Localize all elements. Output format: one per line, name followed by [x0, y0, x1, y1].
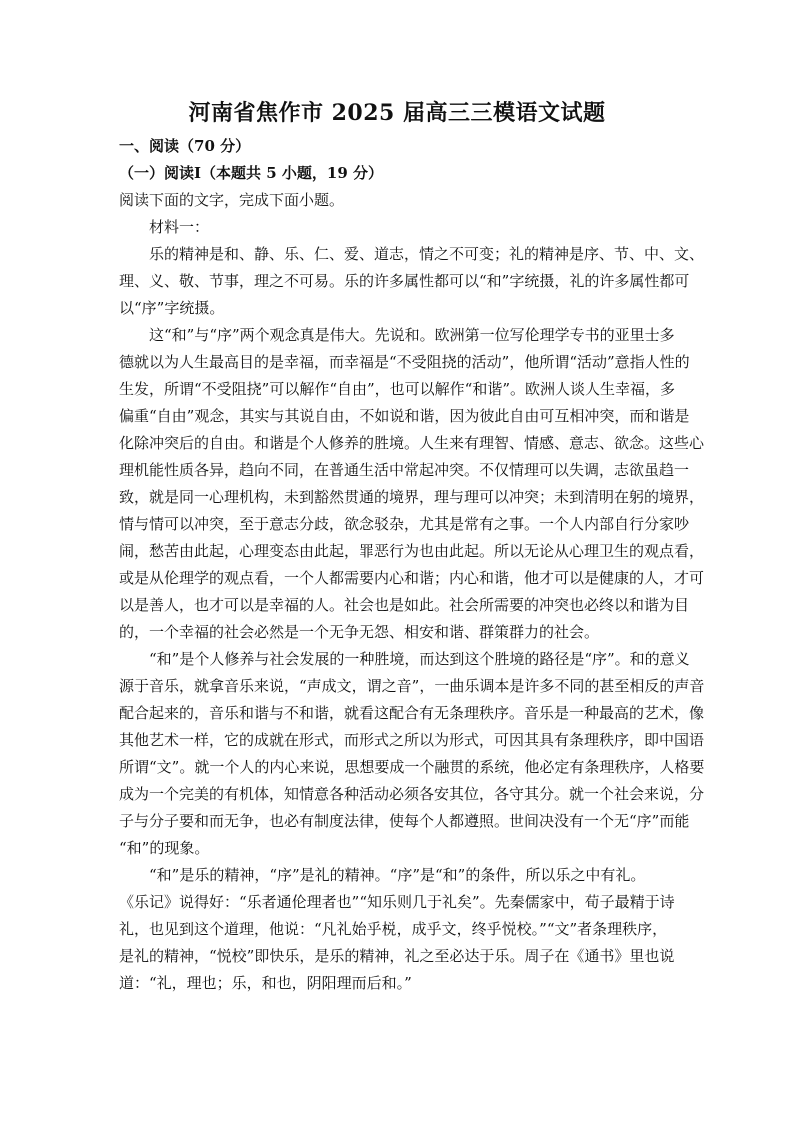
passage-line: 化除冲突后的自由。和谐是个人修养的胜境。人生来有理智、情感、意志、欲念。这些心 — [119, 434, 705, 452]
passage-line: 礼，也见到这个道理，他说：“凡礼始乎棁，成乎文，终乎悦校。”“文”者条理秩序， — [119, 920, 668, 938]
passage-line: 这“和”与“序”两个观念真是伟大。先说和。欧洲第一位写伦理学专书的亚里士多 — [119, 326, 675, 344]
passage-line: 其他艺术一样，它的成就在形式，而形式之所以为形式，可因其具有条理秩序，即中国语 — [119, 731, 705, 749]
document-title: 河南省焦作市 2025 届高三三模语文试题 — [188, 100, 606, 126]
passage-line: “和”的现象。 — [119, 839, 210, 857]
passage-line: 乐的精神是和、静、乐、仁、爱、道志，情之不可变；礼的精神是序、节、中、文、 — [119, 245, 705, 263]
passage-line: 所谓“文”。就一个人的内心来说，思想要成一个融贯的系统，他必定有条理秩序，人格要 — [119, 758, 705, 776]
passage-line: 的，一个幸福的社会必然是一个无争无怨、相安和谐、群策群力的社会。 — [119, 623, 600, 641]
passage-line: “和”是个人修养与社会发展的一种胜境，而达到这个胜境的路径是“序”。和的意义 — [119, 650, 690, 668]
passage-line: 以是善人，也才可以是幸福的人。社会也是如此。社会所需要的冲突也必终以和谐为目 — [119, 596, 690, 614]
passage-line: 《乐记》说得好：“乐者通伦理者也”“知乐则几于礼矣”。先秦儒家中，荀子最精于诗 — [119, 893, 675, 911]
passage-line: “和”是乐的精神，“序”是礼的精神。“序”是“和”的条件，所以乐之中有礼。 — [119, 866, 646, 884]
section-heading: 一、阅读（70 分） — [119, 137, 251, 155]
passage-line: 致，就是同一心理机构，未到豁然贯通的境界，理与理可以冲突；未到清明在躬的境界， — [119, 488, 705, 506]
passage-line: 或是从伦理学的观点看，一个人都需要内心和谐；内心和谐，他才可以是健康的人，才可 — [119, 569, 705, 587]
passage-line: 偏重“自由”观念，其实与其说自由，不如说和谐，因为彼此自由可互相冲突，而和谐是 — [119, 407, 690, 425]
passage-line: 子与分子要和而无争，也必有制度法律，使每个人都遵照。世间决没有一个无“序”而能 — [119, 812, 690, 830]
passage-line: 生发，所谓“不受阻挠”可以解作“自由”，也可以解作“和谐”。欧洲人谈人生幸福，多 — [119, 380, 676, 398]
subsection-heading: （一）阅读Ⅰ（本题共 5 小题，19 分） — [119, 164, 383, 182]
instruction-text: 阅读下面的文字，完成下面小题。 — [119, 191, 345, 209]
passage-line: 以“序”字统摄。 — [119, 299, 225, 317]
passage-line: 是礼的精神，“悦校”即快乐，是乐的精神，礼之至必达于乐。周子在《通书》里也说 — [119, 947, 675, 965]
passage-line: 德就以为人生最高目的是幸福，而幸福是“不受阻挠的活动”，他所谓“活动”意指人性的 — [119, 353, 690, 371]
passage-line: 理机能性质各异，趋向不同，在普通生活中常起冲突。不仅情理可以失调，志欲虽趋一 — [119, 461, 690, 479]
passage-line: 闹，愁苦由此起，心理变态由此起，罪恶行为也由此起。所以无论从心理卫生的观点看， — [119, 542, 705, 560]
passage-line: 道：“礼，理也；乐，和也，阴阳理而后和。” — [119, 974, 412, 992]
passage-line: 情与情可以冲突，至于意志分歧，欲念驳杂，尤其是常有之事。一个人内部自行分家吵 — [119, 515, 690, 533]
passage-line: 成为一个完美的有机体，知情意各种活动必须各安其位，各守其分。就一个社会来说，分 — [119, 785, 705, 803]
passage-line: 配合起来的，音乐和谐与不和谐，就看这配合有无条理秩序。音乐是一种最高的艺术，像 — [119, 704, 705, 722]
passage-line: 理、义、敬、节事，理之不可易。乐的许多属性都可以“和”字统摄，礼的许多属性都可 — [119, 272, 690, 290]
passage-line: 源于音乐，就拿音乐来说，“声成文，谓之音”，一曲乐调本是许多不同的甚至相反的声音 — [119, 677, 705, 695]
material-label: 材料一： — [149, 218, 210, 236]
